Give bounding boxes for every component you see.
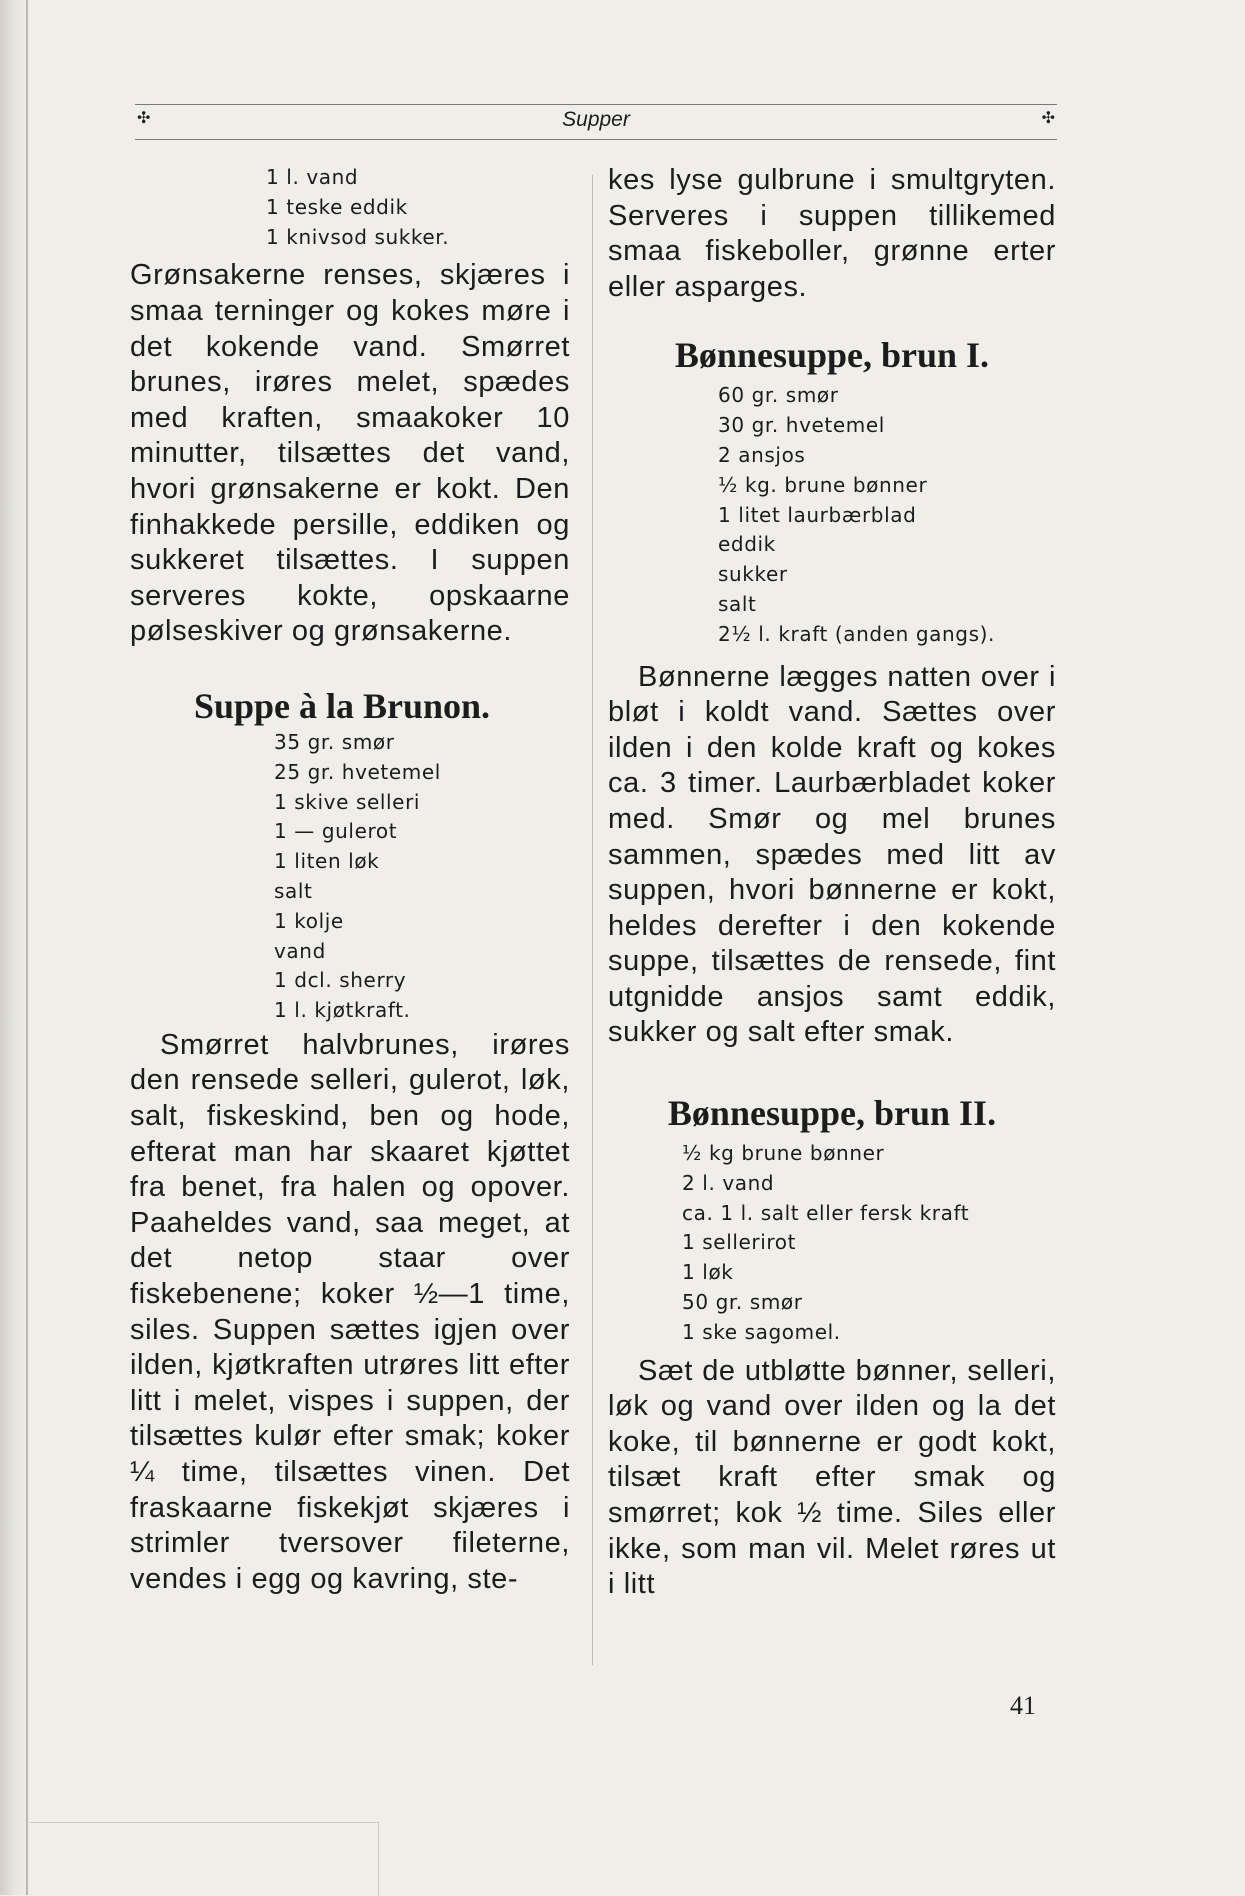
header-rule-bottom — [135, 139, 1057, 140]
ingredient-line: ½ kg. brune bønner — [718, 472, 928, 497]
ingredient-line: 30 gr. hvetemel — [718, 413, 885, 438]
ingredient-line: ½ kg brune bønner — [682, 1141, 885, 1166]
ingredient-line: 2 ansjos — [718, 442, 806, 467]
ingredient-line: 1 — gulerot — [274, 819, 398, 844]
ingredient-line: vand — [274, 938, 326, 963]
ingredient-line: 2½ l. kraft (anden gangs). — [718, 621, 995, 646]
ingredient-line: 1 kolje — [274, 908, 344, 933]
ingredient-line: 1 skive selleri — [274, 789, 421, 814]
ingredient-list — [266, 163, 570, 252]
ingredient-line: 1 dcl. sherry — [274, 968, 407, 993]
recipe-paragraph: Grønsakerne renses, skjæres i smaa terninger og kokes møre i det kokende vand. Smørret brunes, irøres melet, spædes med kraften, smaakoker 10 minutter, tilsættes det vand, hvori grønsakerne er kokt. Den finhakkede persille, eddiken og sukkeret tilsættes. I suppen serveres kokte, opskaarne pølseskiver og grønsakerne. — [130, 259, 570, 648]
ingredient-line: 1 teske eddik — [266, 194, 408, 219]
ingredient-line: 1 l. vand — [266, 165, 359, 189]
recipe-heading: Bønnesuppe, brun I. — [674, 335, 990, 376]
header-rule-top — [135, 104, 1057, 105]
ingredient-line: 2 l. vand — [682, 1170, 775, 1195]
column-divider — [592, 175, 593, 1665]
spine-edge — [26, 0, 28, 1895]
ingredient-line: 1 liten løk — [274, 849, 380, 874]
recipe-paragraph: kes lyse gulbrune i smultgryten. Serveres i suppen tillikemed smaa fiskeboller, grønne erter eller asparges. — [608, 164, 1056, 303]
ingredient-list — [682, 1139, 1056, 1348]
running-header-title: Supper — [562, 108, 630, 131]
recipe-heading: Bønnesuppe, brun II. — [667, 1093, 997, 1134]
ingredient-line: 50 gr. smør — [682, 1290, 803, 1315]
ingredient-line: 1 litet laurbærblad — [718, 502, 917, 527]
ingredient-line: 1 sellerirot — [682, 1230, 797, 1255]
ingredient-line: 25 gr. hvetemel — [274, 759, 441, 784]
recipe-paragraph: Bønnerne lægges natten over i bløt i koldt vand. Sættes over ilden i den kolde kraft og kokes ca. 3 timer. Laurbærbladet koker med. Smør og mel brunes sammen, spædes med litt av suppen, hvori bønnerne er kokt, heldes derefter i den kokende suppe, tilsættes de rensede, fint utgnidde ansjos samt eddik, sukker og salt efter smak. — [608, 660, 1056, 1049]
ingredient-line: eddik — [718, 532, 776, 557]
ingredient-line: salt — [718, 591, 757, 616]
ingredient-line: 1 knivsod sukker. — [266, 224, 450, 249]
ingredient-line: 60 gr. smør — [718, 383, 839, 408]
ingredient-line: salt — [274, 878, 313, 903]
recipe-paragraph: Smørret halvbrunes, irøres den rensede selleri, gulerot, løk, salt, fiskeskind, ben og hode, efterat man har skaaret kjøttet fra benet, fra halen og opover. Paaheldes vand, saa meget, at det netop staar over fiskebenene; koker ½—1 time, siles. Suppen sættes igjen over ilden, kjøtkraften utrøres litt efter litt i melet, vispes i suppen, der tilsættes kulør efter smak; koker ¼ time, tilsættes vinen. Det fraskaarne fiskekjøt skjæres i strimler tversover fileterne, vendes i egg og kavring, ste- — [130, 1028, 570, 1595]
right-column — [608, 163, 1056, 1603]
scan-edge-mark — [30, 1822, 379, 1896]
ingredient-line: ca. 1 l. salt eller fersk kraft — [682, 1200, 970, 1225]
recipe-paragraph: Sæt de utbløtte bønner, selleri, løk og vand over ilden og la det koke, til bønnerne er godt kokt, tilsæt kraft efter smak og smørret; kok ½ time. Siles eller ikke, som man vil. Melet røres ut i litt — [608, 1354, 1056, 1601]
left-column — [130, 163, 570, 1597]
ingredient-line: 1 ske sagomel. — [682, 1319, 841, 1344]
ingredient-line: sukker — [718, 562, 788, 587]
ingredient-line: 35 gr. smør — [274, 729, 395, 754]
recipe-heading: Suppe à la Brunon. — [193, 685, 491, 726]
ingredient-line: 1 løk — [682, 1260, 734, 1285]
ornament-left-icon: ✣ — [137, 110, 151, 127]
ingredient-list — [718, 381, 1056, 649]
ingredient-list — [274, 728, 570, 1026]
running-header — [135, 106, 1057, 136]
ingredient-line: 1 l. kjøtkraft. — [274, 998, 411, 1023]
page-number: 41 — [1010, 1691, 1036, 1720]
ornament-right-icon: ✣ — [1041, 110, 1055, 127]
